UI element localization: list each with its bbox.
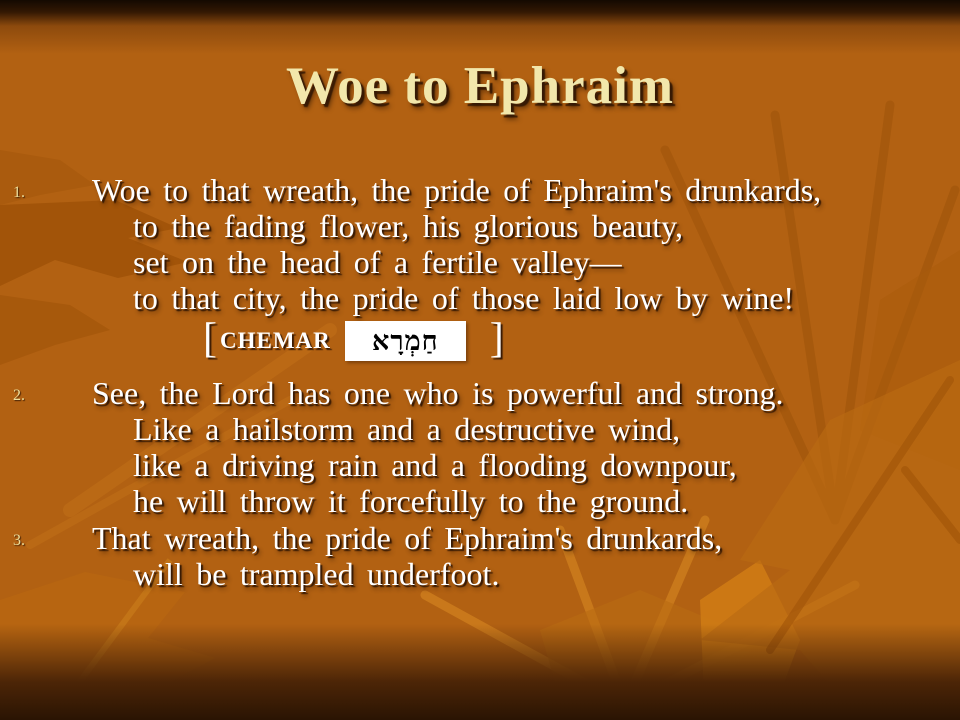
hebrew-word-image [345, 321, 466, 361]
verse-line: will be trampled underfoot. [133, 556, 500, 592]
verse-line: he will throw it forcefully to the ground. [133, 483, 689, 519]
open-bracket: [ [203, 316, 217, 362]
verse-line: That wreath, the pride of Ephraim's drunkards, [92, 520, 723, 556]
slide-title: Woe to Ephraim [286, 57, 674, 115]
hebrew-gloss-line [203, 318, 960, 364]
verse-item-3 [0, 520, 960, 592]
verse-number: 1. [13, 184, 25, 201]
verse-item-2 [0, 375, 960, 519]
verse-number: 3. [13, 532, 25, 549]
verse-item-1 [0, 172, 960, 364]
verse-line: See, the Lord has one who is powerful and strong. [92, 375, 784, 411]
verse-number: 2. [13, 387, 25, 404]
verse-line: to the fading flower, his glorious beauty, [133, 208, 684, 244]
verse-line: set on the head of a fertile valley— [133, 244, 622, 280]
verse-line: to that city, the pride of those laid low by wine! [133, 280, 795, 316]
verse-line: Like a hailstorm and a destructive wind, [133, 411, 681, 447]
transliteration-label: CHEMAR [220, 328, 331, 353]
hebrew-word: חַמְרָא [371, 325, 439, 356]
verse-line: like a driving rain and a flooding downpour, [133, 447, 737, 483]
verse-line: Woe to that wreath, the pride of Ephraim's drunkards, [92, 172, 822, 208]
close-bracket: ] [489, 316, 504, 362]
